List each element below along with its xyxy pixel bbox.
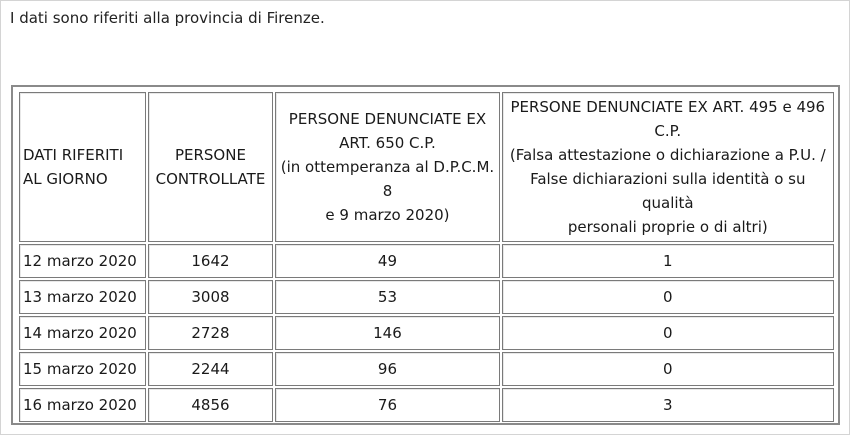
header-art495-496 bbox=[502, 92, 834, 242]
cell-persons-checked: 3008 bbox=[148, 280, 274, 314]
table-row bbox=[19, 388, 834, 422]
intro-text: I dati sono riferiti alla provincia di Firenze. bbox=[10, 9, 325, 27]
table-row bbox=[19, 244, 834, 278]
cell-art650: 96 bbox=[275, 352, 499, 386]
header-art495-496-label: PERSONE DENUNCIATE EX ART. 495 e 496 C.P. (Falsa attestazione o dichiarazione a P.U. / False dichiarazioni sulla identità o su qualità personali proprie o di altri) bbox=[509, 98, 826, 236]
header-persons-checked bbox=[148, 92, 274, 242]
header-date-label: DATI RIFERITI AL GIORNO bbox=[23, 146, 124, 188]
cell-persons-checked: 2728 bbox=[148, 316, 274, 350]
header-persons-checked-label: PERSONE CONTROLLATE bbox=[155, 146, 266, 188]
cell-art495-496: 3 bbox=[502, 388, 834, 422]
cell-persons-checked: 1642 bbox=[148, 244, 274, 278]
cell-art650: 146 bbox=[275, 316, 499, 350]
cell-art650: 53 bbox=[275, 280, 499, 314]
cell-art495-496: 1 bbox=[502, 244, 834, 278]
header-art650-label: PERSONE DENUNCIATE EX ART. 650 C.P. (in ottemperanza al D.P.C.M. 8 e 9 marzo 2020) bbox=[280, 110, 495, 224]
data-table bbox=[17, 90, 836, 424]
cell-persons-checked: 2244 bbox=[148, 352, 274, 386]
cell-art495-496: 0 bbox=[502, 352, 834, 386]
cell-persons-checked: 4856 bbox=[148, 388, 274, 422]
data-table-container bbox=[11, 85, 840, 425]
table-row bbox=[19, 352, 834, 386]
cell-date: 12 marzo 2020 bbox=[19, 244, 146, 278]
cell-art650: 76 bbox=[275, 388, 499, 422]
cell-art495-496: 0 bbox=[502, 280, 834, 314]
cell-art650: 49 bbox=[275, 244, 499, 278]
table-row bbox=[19, 280, 834, 314]
cell-date: 15 marzo 2020 bbox=[19, 352, 146, 386]
cell-date: 13 marzo 2020 bbox=[19, 280, 146, 314]
cell-date: 14 marzo 2020 bbox=[19, 316, 146, 350]
table-header-row bbox=[19, 92, 834, 242]
cell-art495-496: 0 bbox=[502, 316, 834, 350]
header-date bbox=[19, 92, 146, 242]
table-row bbox=[19, 316, 834, 350]
header-art650 bbox=[275, 92, 499, 242]
cell-date: 16 marzo 2020 bbox=[19, 388, 146, 422]
